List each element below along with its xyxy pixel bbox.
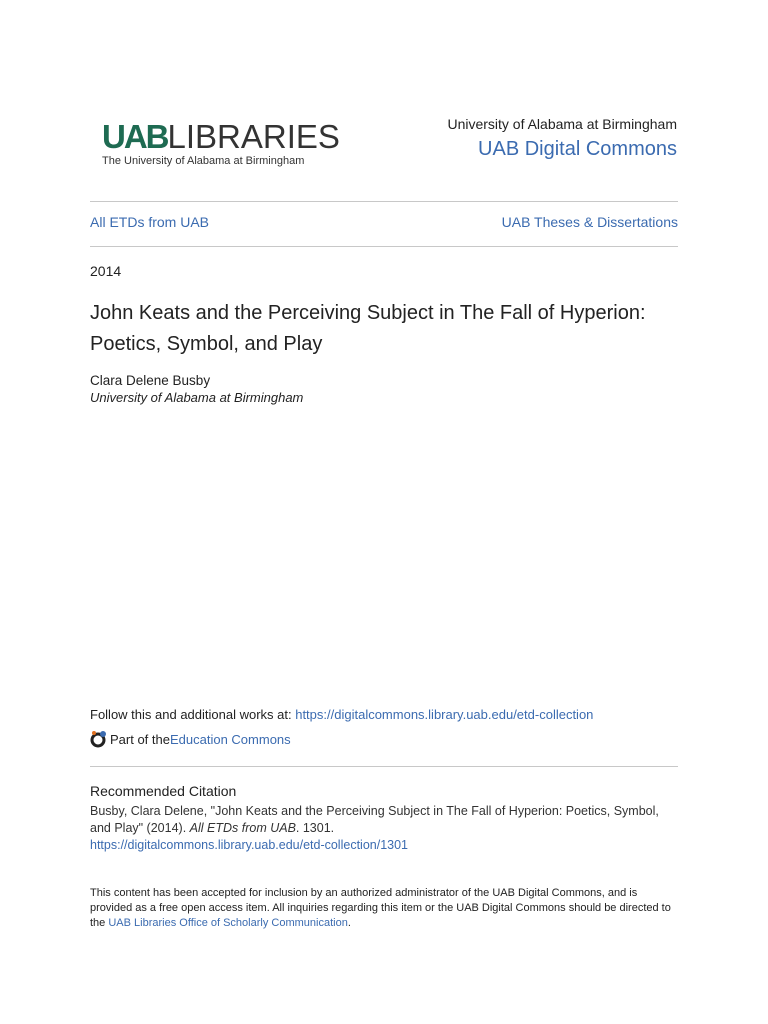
network-commons-icon	[90, 730, 107, 748]
publication-year: 2014	[90, 263, 122, 279]
follow-line	[90, 707, 593, 722]
scholarly-communication-link[interactable]: UAB Libraries Office of Scholarly Communication	[108, 917, 348, 929]
institution-block	[447, 116, 677, 161]
divider-citation	[90, 766, 678, 767]
logo-uab-text: UAB	[102, 118, 168, 155]
uab-libraries-logo[interactable]	[102, 120, 340, 167]
logo-subtitle: The University of Alabama at Birmingham	[102, 155, 305, 167]
divider-nav	[90, 246, 678, 247]
logo-libraries-text: LIBRARIES	[167, 118, 340, 155]
repository-link[interactable]: UAB Digital Commons	[478, 138, 677, 160]
citation-url-link[interactable]: https://digitalcommons.library.uab.edu/etd-collection/1301	[90, 838, 408, 852]
part-of-line	[90, 730, 291, 748]
institution-name: University of Alabama at Birmingham	[447, 116, 677, 132]
document-title: John Keats and the Perceiving Subject in The Fall of Hyperion: Poetics, Symbol, and Play	[90, 302, 646, 355]
theses-dissertations-link[interactable]: UAB Theses & Dissertations	[501, 214, 678, 230]
footer-text: This content has been accepted for inclusion by an authorized administrator of the UAB Digital Commons, and is provided as a free open access item. All inquiries regarding this item or the UAB Digital Commons should be directed to the	[90, 887, 671, 929]
footer-notice	[90, 886, 680, 931]
citation-body	[90, 803, 680, 854]
all-etds-link[interactable]: All ETDs from UAB	[90, 214, 210, 230]
logo-wordmark	[102, 120, 340, 154]
follow-label: Follow this and additional works at:	[90, 707, 296, 722]
author-name: Clara Delene Busby	[90, 373, 211, 388]
part-of-label: Part of the	[110, 731, 170, 747]
collection-url-link[interactable]: https://digitalcommons.library.uab.edu/etd-collection	[295, 707, 594, 722]
breadcrumb-nav	[90, 214, 678, 234]
citation-heading: Recommended Citation	[90, 783, 237, 799]
citation-number: . 1301.	[295, 821, 335, 835]
footer-end: .	[347, 917, 351, 929]
divider-top	[90, 201, 678, 202]
citation-series: All ETDs from UAB	[189, 821, 296, 835]
citation-text: Busby, Clara Delene, "John Keats and the Perceiving Subject in The Fall of Hyperion: Poetics, Symbol, and Play" (2014).	[90, 804, 659, 835]
education-commons-link[interactable]: Education Commons	[169, 731, 291, 747]
author-affiliation: University of Alabama at Birmingham	[90, 390, 304, 405]
